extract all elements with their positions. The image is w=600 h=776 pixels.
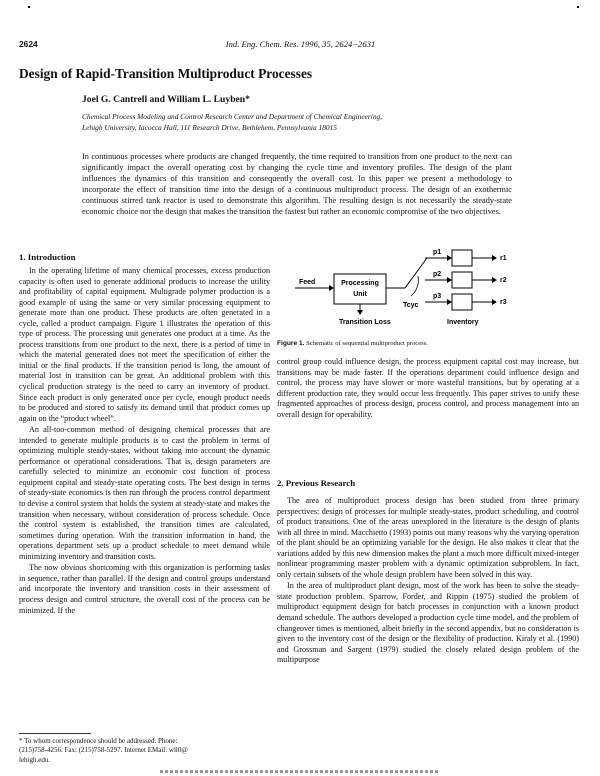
- p3-label: p3: [433, 293, 442, 300]
- r3-label: r3: [500, 299, 507, 306]
- footnote-line: (215)758-4256. Fax: (215)758-5297. Internet EMail: wll0@: [19, 746, 188, 755]
- journal-citation: Ind. Eng. Chem. Res. 1996, 35, 2624−2631: [225, 39, 376, 49]
- paragraph: The now obvious shortcoming with this organization is performing tasks in sequence, rather than parallel. If the design and control groups understand and incorporate the inventory and transition costs in their assessment of process design and control structure, the overall cost of the process can be minimized. If the: [19, 563, 270, 615]
- inventory-tank-3: [452, 294, 472, 310]
- paragraph: In the area of multiproduct plant design, most of the work has been to solve the steady-state production problem. Sparrow, Forder, and Rippin (1975) studied the problem of multiproduct equipment design for batch processes in conjunction with a known product demand schedule. The authors developed a production cycle time model, and the problem of changeover times is mentioned, albeit briefly in the second appendix, but no consideration is given to the inventory cost of the design or the flexibility of production. Kiraly et al. (1990) and Grossman and Sargent (1979) studied the closely related design problem of the multipurpose: [277, 581, 579, 665]
- paragraph: The area of multiproduct process design has been studied from three primary perspectives: design of processes for multiple steady-states, product scheduling, and control of product transitions. One of the areas unexplored in the literature is the design of plants with all three in mind. Macchietto (1993) points out many reasons why the varying operation of the plant should be an optimizing variable for the design. He also makes it clear that the variations added by this new dimension makes the plant a much more difficult mixed-integer nonlinear programming master problem with a dynamic optimization subproblem. In fact, only certain subsets of the whole design problem have been solved in this way.: [277, 496, 579, 579]
- paragraph: In the operating lifetime of many chemical processes, excess production capacity is often used to generate additional products to increase the utility and profitability of capital equipment. Multigrade polymer production is a good example of using the same or very similar processing equipment to generate more than one product. These products are often generated in a cycle, called a product campaign. Figure 1 illustrates the operation of this type of process. The processing unit generates one product at a time. As the process transitions from one product to the next, there is a period of time in which the material generated does not meet the specification of either the initial or the final products. If the transition period is long, the amount of material lost in transition can be great. An additional problem with this cyclical production strategy is the need to carry an inventory of product. Since each product is only generated once per cycle, enough product needs to be produced and stored to satisfy its demand until that product comes up again on the “product wheel”.: [19, 266, 270, 423]
- r1-arrowhead: [492, 255, 497, 261]
- affiliation-line: Lehigh University, Iacocca Hall, 111 Research Drive, Bethlehem, Pennsylvania 18015: [82, 123, 337, 132]
- p1-label: p1: [433, 249, 442, 256]
- footnote-line: * To whom correspondence should be addressed. Phone:: [19, 737, 178, 745]
- scan-footer-line: [160, 770, 440, 773]
- paper-title: Design of Rapid-Transition Multiproduct Processes: [19, 66, 313, 81]
- r1-label: r1: [500, 255, 507, 262]
- section-heading-introduction: 1. Introduction: [19, 252, 76, 262]
- inventory-tank-2: [452, 272, 472, 288]
- footnote: [19, 737, 270, 765]
- author-list: Joel G. Cantrell and William L. Luyben*: [82, 94, 250, 105]
- feed-arrowhead: [329, 285, 334, 291]
- scan-mark: [577, 6, 579, 8]
- running-header: [19, 39, 582, 51]
- tcyc-label: Tcyc: [403, 302, 419, 309]
- p3-arrowhead: [447, 299, 452, 305]
- footnote-rule: [19, 733, 91, 734]
- unit-label-line2: Unit: [353, 291, 367, 298]
- feed-label: Feed: [299, 279, 316, 286]
- section-heading-previous-research: 2. Previous Research: [277, 478, 356, 488]
- processing-unit-box: [334, 274, 386, 304]
- page-number: 2624: [19, 39, 38, 49]
- footnote-line: lehigh.edu.: [19, 755, 51, 764]
- inventory-label: Inventory: [447, 319, 479, 326]
- loss-arrowhead: [357, 310, 363, 315]
- figure-1-schematic: [277, 244, 577, 336]
- scan-mark: [28, 6, 30, 8]
- caption-text: Schematic of sequential multiproduct process.: [306, 340, 428, 347]
- r2-arrowhead: [492, 277, 497, 283]
- right-column-body: [277, 496, 579, 666]
- left-column-body: [19, 266, 270, 616]
- p2-label: p2: [433, 271, 442, 278]
- abstract: In continuous processes where products are changed frequently, the time required to transition from one product to the next can significantly impact the overall operating cost by changing the cycle time and inventory profiles. The design of the plant influences the dynamics of this transition and consequently the overall cost. In this paper we present a methodology to incorporate the effect of transition time into the design of a continuous multiproduct process. The design of an exothermic continuous stirred tank reactor is used to demonstrate this algorithm. The resulting design is not necessarily the steady-state economic choice nor the design that makes the transition the fastest but rather an economic compromise of the two objectives.: [82, 152, 512, 217]
- inventory-tank-1: [452, 250, 472, 266]
- right-column-continuation: control group could influence design, the process equipment capital cost may increase, but transitions may be made faster. If the operations department could influence design and control, the process may have slower or more wasteful transitions, but by operating at a different production rate, they would occur less frequently. This paper strives to unify these fragmented approaches of process design, process control, and process management into an overall design for operability.: [277, 357, 579, 419]
- affiliation: [82, 111, 382, 133]
- caption-label: Figure 1.: [277, 340, 305, 347]
- figure-1-caption: [277, 340, 428, 347]
- p2-arrowhead: [447, 277, 452, 283]
- p1-arrowhead: [447, 255, 452, 261]
- transition-loss-label: Transition Loss: [339, 319, 391, 326]
- affiliation-line: Chemical Process Modeling and Control Research Center and Department of Chemical Engineering,: [82, 112, 383, 121]
- r3-arrowhead: [492, 299, 497, 305]
- paragraph: An all-too-common method of designing chemical processes that are intended to generate multiple products is to cast the problem in terms of optimizing multiple steady-states, without taking into account the dynamic performance or operational considerations. That is, design parameters are carefully selected to minimize an economic cost function of process equipment capital and steady-state operating costs. The best design in terms of steady-state economics is then run through the process control department to devise a control system that holds the system at steady-state and makes the transition when necessary, without consideration of process schedule. Once the control system is established, the transition times are calculated, sometimes during operation. With the transition information in hand, the operations department sets up a product schedule to meet demand while minimizing inventory and transition costs.: [19, 425, 270, 561]
- unit-label-line1: Processing: [341, 280, 379, 287]
- switch-line: [405, 258, 427, 288]
- r2-label: r2: [500, 277, 507, 284]
